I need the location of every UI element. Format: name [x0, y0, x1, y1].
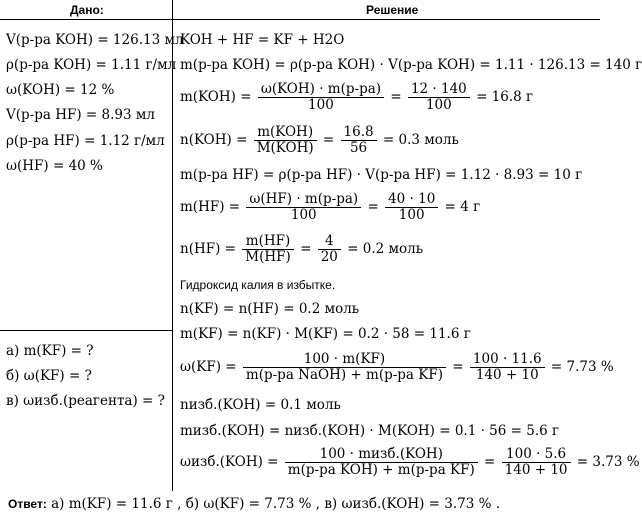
given-item-4: V(р-ра HF) = 8.93 мл	[6, 107, 155, 123]
find-item-a: а) m(KF) = ?	[6, 343, 94, 359]
excess-mass-fraction: ωизб.(KOH) = $\frac{\text{100 · mизб.(KOH)}}{\text{m(р-ра KOH) + m(р-ра KF)}}$ = $\frac{100 \cdot 5.6}{140 + 10}$ = 3.73 %	[180, 446, 640, 478]
kf-mass-fraction: ω(KF) = $\frac{100 \cdot m(KF)}{\text{m(р-ра NaOH) + m(р-ра KF)}}$ = $\frac{100 \cdot 11.6}{140 + 10}$ = 7.73 %	[180, 351, 614, 383]
find-item-b: б) ω(KF) = ?	[6, 368, 92, 384]
given-item-5: ρ(р-ра HF) = 1.12 г/мл	[6, 133, 165, 149]
answer-label: Ответ:	[8, 497, 47, 511]
kf-mass: m(KF) = n(KF) · M(KF) = 0.2 · 58 = 11.6 г	[180, 326, 471, 342]
answer-text: а) m(KF) = 11.6 г , б) ω(KF) = 7.73 % , в) ωизб.(KOH) = 3.73 % .	[51, 496, 501, 512]
koh-solution-mass: m(р-ра KOH) = ρ(р-ра KOH) · V(р-ра KOH) = 1.11 · 126.13 = 140 г	[180, 57, 642, 73]
given-item-6: ω(HF) = 40 %	[6, 158, 103, 174]
excess-mass: mизб.(KOH) = nизб.(KOH) · M(KOH) = 0.1 · 56 = 5.6 г	[180, 423, 560, 439]
find-item-c: в) ωизб.(реагента) = ?	[6, 393, 165, 409]
answer-line	[8, 496, 500, 512]
given-item-3: ω(KOH) = 12 %	[6, 82, 115, 98]
reaction-equation: KOH + HF = KF + H2O	[180, 32, 345, 48]
given-item-1: V(р-ра KOH) = 126.13 мл	[6, 32, 184, 48]
column-divider	[172, 0, 173, 491]
kf-moles: n(KF) = n(HF) = 0.2 моль	[180, 301, 360, 317]
koh-mass: m(KOH) = $\frac{\text{ω(KOH) · m(р-ра)}}{100}$ = $\frac{12 \cdot 140}{100}$ = 16.8 г	[180, 81, 534, 113]
given-item-2: ρ(р-ра KOH) = 1.11 г/мл	[6, 57, 177, 73]
given-find-separator	[0, 330, 172, 331]
koh-moles: n(KOH) = $\frac{\text{m(KOH)}}{\text{M(KOH)}}$ = $\frac{16.8}{56}$ = 0.3 моль	[180, 124, 459, 156]
hf-solution-mass: m(р-ра HF) = ρ(р-ра HF) · V(р-ра HF) = 1.12 · 8.93 = 10 г	[180, 167, 583, 183]
hf-moles: n(HF) = $\frac{m(HF)}{M(HF)}$ = $\frac{4}{20}$ = 0.2 моль	[180, 233, 424, 265]
header-given: Дано:	[70, 3, 104, 17]
header-solution: Решение	[366, 3, 419, 17]
header-underline	[0, 19, 600, 20]
hf-mass: m(HF) = $\frac{\omega(HF) \cdot m(р-ра)}{100}$ = $\frac{40 \cdot 10}{100}$ = 4 г	[180, 191, 481, 223]
excess-note: Гидроксид калия в избытке.	[180, 278, 336, 292]
excess-moles: nизб.(KOH) = 0.1 моль	[180, 397, 341, 413]
